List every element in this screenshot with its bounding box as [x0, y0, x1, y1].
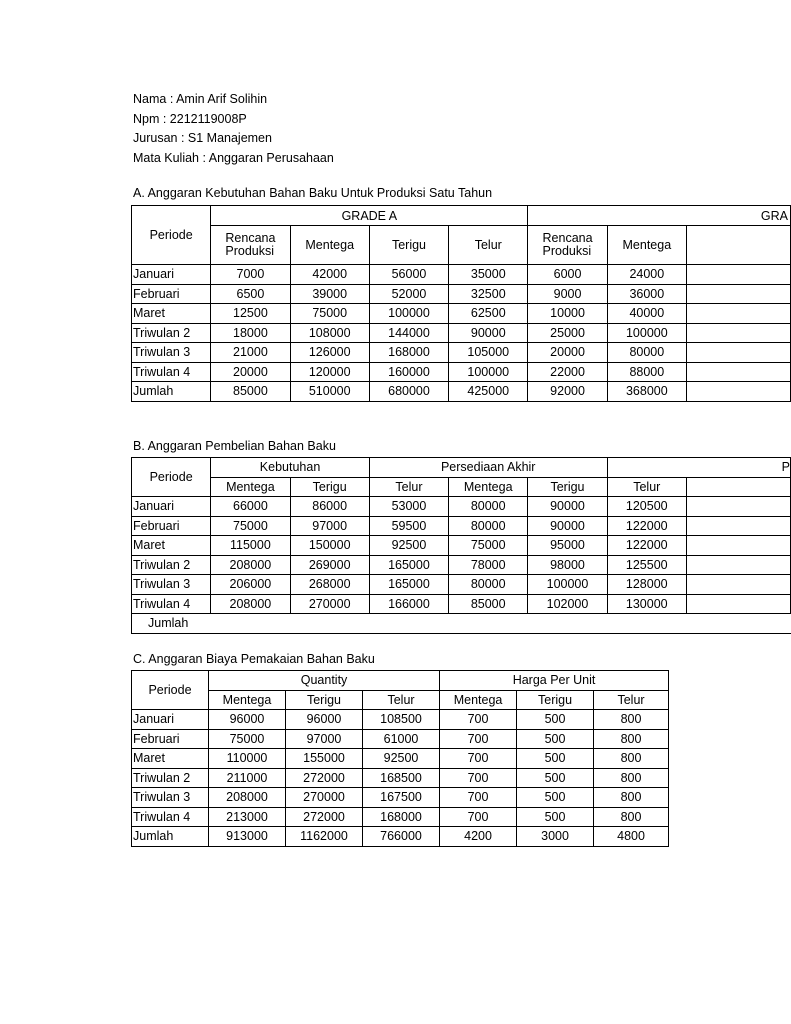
col-header: Terigu	[290, 477, 369, 497]
row-label: Maret	[132, 749, 209, 769]
table-cell-cut	[686, 304, 790, 324]
table-cell: 20000	[211, 362, 290, 382]
col-header: Terigu	[369, 226, 448, 265]
col-header: Telur	[363, 690, 440, 710]
table-cell: 425000	[449, 382, 528, 402]
row-label: Februari	[132, 729, 209, 749]
table-cell-cut	[686, 265, 790, 285]
course-name: Mata Kuliah : Anggaran Perusahaan	[133, 150, 334, 165]
cut-header: P	[607, 458, 790, 478]
table-cell: 165000	[369, 555, 448, 575]
table-cell: 144000	[369, 323, 448, 343]
table-cell: 800	[594, 729, 669, 749]
table-cell: 10000	[528, 304, 607, 324]
section-a-title: A. Anggaran Kebutuhan Bahan Baku Untuk Produksi Satu Tahun	[133, 186, 493, 200]
row-label: Triwulan 2	[132, 555, 211, 575]
table-cell: 500	[517, 710, 594, 730]
table-cell: 510000	[290, 382, 369, 402]
table-cell: 6000	[528, 265, 607, 285]
table-cell-cut	[686, 497, 790, 517]
table-cell: 75000	[449, 536, 528, 556]
table-cell: 270000	[286, 788, 363, 808]
table-cell: 90000	[449, 323, 528, 343]
table-cell: 122000	[607, 536, 686, 556]
row-label: Triwulan 3	[132, 575, 211, 595]
table-cell: 500	[517, 788, 594, 808]
table-row	[132, 575, 791, 595]
table-cell-cut	[686, 555, 790, 575]
section-c-table	[131, 670, 669, 847]
table-cell: 208000	[209, 788, 286, 808]
table-cell: 59500	[369, 516, 448, 536]
periode-header: Periode	[132, 458, 211, 497]
row-label: Januari	[132, 265, 211, 285]
quantity-header: Quantity	[209, 671, 440, 691]
student-major: Jurusan : S1 Manajemen	[133, 131, 272, 145]
row-label: Triwulan 4	[132, 362, 211, 382]
table-row	[132, 555, 791, 575]
table-cell: 108500	[363, 710, 440, 730]
table-cell: 21000	[211, 343, 290, 363]
table-cell: 78000	[449, 555, 528, 575]
table-cell-cut	[686, 343, 790, 363]
row-label: Januari	[132, 497, 211, 517]
table-cell-cut	[686, 382, 790, 402]
table-cell: 270000	[290, 594, 369, 614]
table-cell: 62500	[449, 304, 528, 324]
table-cell: 800	[594, 710, 669, 730]
table-cell-cut	[686, 284, 790, 304]
harga-header: Harga Per Unit	[440, 671, 669, 691]
table-cell: 24000	[607, 265, 686, 285]
col-header: Telur	[449, 226, 528, 265]
col-header: Telur	[607, 477, 686, 497]
table-cell: 20000	[528, 343, 607, 363]
table-cell: 500	[517, 729, 594, 749]
col-header-cut	[686, 226, 790, 265]
row-label: Februari	[132, 284, 211, 304]
table-cell: 92500	[363, 749, 440, 769]
col-header: Telur	[369, 477, 448, 497]
col-header: Mentega	[290, 226, 369, 265]
table-cell: 32500	[449, 284, 528, 304]
col-header: Terigu	[286, 690, 363, 710]
row-label: Triwulan 4	[132, 807, 209, 827]
table-cell: 35000	[449, 265, 528, 285]
table-row	[132, 284, 791, 304]
col-header: Mentega	[607, 226, 686, 265]
table-cell: 85000	[211, 382, 290, 402]
row-label: Triwulan 3	[132, 343, 211, 363]
table-cell: 213000	[209, 807, 286, 827]
table-cell: 80000	[449, 497, 528, 517]
table-row	[132, 362, 791, 382]
table-cell: 208000	[211, 594, 290, 614]
table-cell: 92500	[369, 536, 448, 556]
row-label: Maret	[132, 304, 211, 324]
table-cell: 150000	[290, 536, 369, 556]
table-cell: 12500	[211, 304, 290, 324]
col-header: Terigu	[517, 690, 594, 710]
kebutuhan-header: Kebutuhan	[211, 458, 370, 478]
col-header: Mentega	[440, 690, 517, 710]
table-cell: 272000	[286, 807, 363, 827]
table-cell: 3000	[517, 827, 594, 847]
table-cell: 368000	[607, 382, 686, 402]
table-cell: 100000	[607, 323, 686, 343]
section-a-table-wrap	[131, 205, 788, 402]
table-cell: 700	[440, 807, 517, 827]
table-cell: 75000	[209, 729, 286, 749]
table-cell: 80000	[607, 343, 686, 363]
table-row	[132, 265, 791, 285]
row-label: Jumlah	[132, 382, 211, 402]
table-cell: 92000	[528, 382, 607, 402]
table-row	[132, 304, 791, 324]
table-cell: 88000	[607, 362, 686, 382]
table-cell: 120000	[290, 362, 369, 382]
table-cell: 42000	[290, 265, 369, 285]
jumlah-label: Jumlah	[132, 614, 211, 634]
table-cell: 100000	[449, 362, 528, 382]
row-label: Jumlah	[132, 827, 209, 847]
table-row	[132, 749, 669, 769]
student-npm: Npm : 2212119008P	[133, 111, 247, 126]
table-cell: 160000	[369, 362, 448, 382]
table-cell: 7000	[211, 265, 290, 285]
table-cell: 700	[440, 788, 517, 808]
row-label: Januari	[132, 710, 209, 730]
table-cell: 4200	[440, 827, 517, 847]
periode-header: Periode	[132, 206, 211, 265]
table-cell-cut	[686, 362, 790, 382]
section-a-table	[131, 205, 791, 402]
table-cell: 168500	[363, 768, 440, 788]
table-row	[132, 594, 791, 614]
table-cell: 206000	[211, 575, 290, 595]
table-cell: 86000	[290, 497, 369, 517]
table-cell: 120500	[607, 497, 686, 517]
row-label: Triwulan 2	[132, 323, 211, 343]
table-cell: 500	[517, 749, 594, 769]
table-cell: 269000	[290, 555, 369, 575]
col-header: Rencana Produksi	[211, 226, 290, 265]
table-cell-cut	[686, 536, 790, 556]
table-cell-cut	[686, 516, 790, 536]
table-cell: 36000	[607, 284, 686, 304]
table-cell: 80000	[449, 516, 528, 536]
table-cell: 66000	[211, 497, 290, 517]
table-cell: 700	[440, 749, 517, 769]
table-cell: 22000	[528, 362, 607, 382]
table-cell: 110000	[209, 749, 286, 769]
table-cell: 1162000	[286, 827, 363, 847]
table-cell: 96000	[209, 710, 286, 730]
table-cell: 700	[440, 768, 517, 788]
table-cell: 122000	[607, 516, 686, 536]
col-header: Terigu	[528, 477, 607, 497]
table-cell: 500	[517, 807, 594, 827]
student-info	[133, 90, 334, 168]
table-cell: 272000	[286, 768, 363, 788]
col-header: Mentega	[449, 477, 528, 497]
grade-a-header: GRADE A	[211, 206, 528, 226]
table-cell: 168000	[369, 343, 448, 363]
table-cell: 90000	[528, 516, 607, 536]
col-header: Mentega	[211, 477, 290, 497]
section-b-table	[131, 457, 791, 634]
table-row	[132, 536, 791, 556]
row-label: Maret	[132, 536, 211, 556]
table-cell: 167500	[363, 788, 440, 808]
student-name: Nama : Amin Arif Solihin	[133, 92, 268, 106]
table-row	[132, 768, 669, 788]
table-cell: 130000	[607, 594, 686, 614]
grade-b-header: GRA	[528, 206, 791, 226]
table-cell: 40000	[607, 304, 686, 324]
col-header: Mentega	[209, 690, 286, 710]
table-cell: 100000	[369, 304, 448, 324]
table-cell: 98000	[528, 555, 607, 575]
col-header-cut	[686, 477, 790, 497]
table-row	[132, 788, 669, 808]
col-header: Rencana Produksi	[528, 226, 607, 265]
table-cell: 166000	[369, 594, 448, 614]
table-cell-cut	[686, 575, 790, 595]
table-cell: 52000	[369, 284, 448, 304]
table-cell: 39000	[290, 284, 369, 304]
section-c-table-wrap	[131, 670, 668, 847]
table-cell: 108000	[290, 323, 369, 343]
table-row	[132, 382, 791, 402]
table-cell: 102000	[528, 594, 607, 614]
table-cell: 53000	[369, 497, 448, 517]
table-cell: 800	[594, 807, 669, 827]
table-cell: 680000	[369, 382, 448, 402]
table-row	[132, 710, 669, 730]
table-cell: 25000	[528, 323, 607, 343]
table-cell: 125500	[607, 555, 686, 575]
table-row	[132, 497, 791, 517]
table-cell: 500	[517, 768, 594, 788]
section-b-table-wrap	[131, 457, 790, 634]
table-cell: 90000	[528, 497, 607, 517]
table-cell: 800	[594, 768, 669, 788]
table-cell: 95000	[528, 536, 607, 556]
table-cell: 85000	[449, 594, 528, 614]
table-cell: 105000	[449, 343, 528, 363]
table-cell: 208000	[211, 555, 290, 575]
row-label: Triwulan 3	[132, 788, 209, 808]
table-cell: 155000	[286, 749, 363, 769]
table-cell: 18000	[211, 323, 290, 343]
table-cell: 96000	[286, 710, 363, 730]
table-row	[132, 827, 669, 847]
periode-header: Periode	[132, 671, 209, 710]
table-cell: 100000	[528, 575, 607, 595]
section-c-title: C. Anggaran Biaya Pemakaian Bahan Baku	[133, 652, 375, 666]
table-cell: 126000	[290, 343, 369, 363]
row-label: Triwulan 2	[132, 768, 209, 788]
table-cell: 700	[440, 710, 517, 730]
table-cell: 165000	[369, 575, 448, 595]
table-cell: 80000	[449, 575, 528, 595]
table-cell: 115000	[211, 536, 290, 556]
table-row	[132, 729, 669, 749]
table-cell: 211000	[209, 768, 286, 788]
table-cell: 800	[594, 788, 669, 808]
table-cell: 56000	[369, 265, 448, 285]
table-cell: 97000	[286, 729, 363, 749]
table-cell: 97000	[290, 516, 369, 536]
row-label: Februari	[132, 516, 211, 536]
table-cell: 268000	[290, 575, 369, 595]
table-cell: 75000	[290, 304, 369, 324]
table-cell: 168000	[363, 807, 440, 827]
row-label: Triwulan 4	[132, 594, 211, 614]
table-cell: 128000	[607, 575, 686, 595]
table-cell: 766000	[363, 827, 440, 847]
table-row	[132, 323, 791, 343]
col-header: Telur	[594, 690, 669, 710]
section-b-title: B. Anggaran Pembelian Bahan Baku	[133, 439, 336, 453]
table-cell: 9000	[528, 284, 607, 304]
table-cell: 800	[594, 749, 669, 769]
table-row	[132, 807, 669, 827]
table-cell-cut	[686, 594, 790, 614]
table-cell: 61000	[363, 729, 440, 749]
table-row	[132, 516, 791, 536]
table-row	[132, 343, 791, 363]
table-cell: 6500	[211, 284, 290, 304]
table-cell: 4800	[594, 827, 669, 847]
table-cell-cut	[686, 323, 790, 343]
table-cell: 700	[440, 729, 517, 749]
persediaan-header: Persediaan Akhir	[369, 458, 607, 478]
table-cell: 75000	[211, 516, 290, 536]
table-cell: 913000	[209, 827, 286, 847]
